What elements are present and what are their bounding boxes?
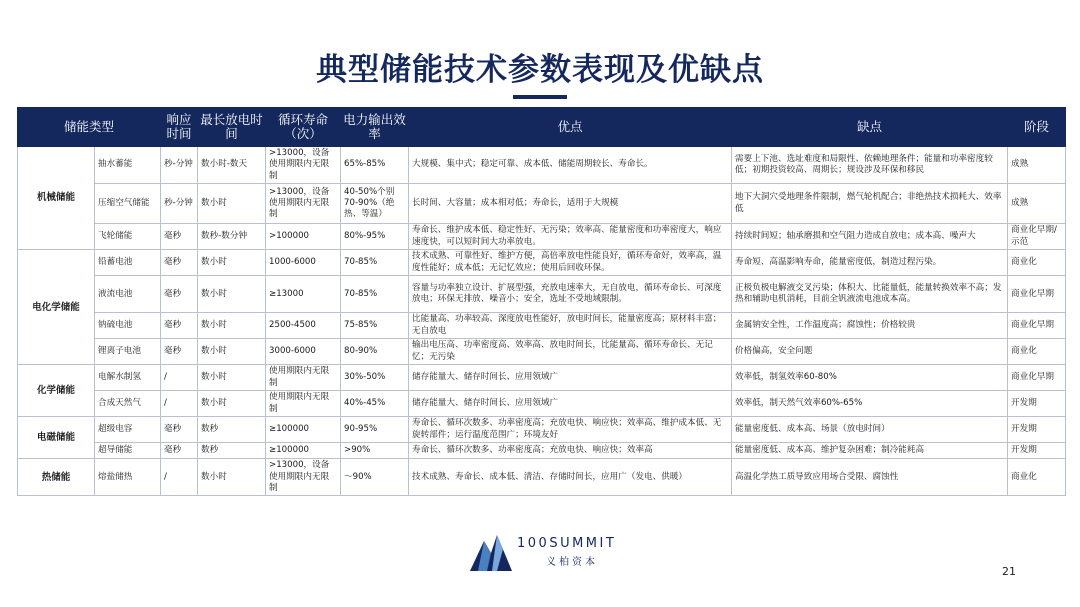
cons-cell: 需要上下池、选址难度和局限性、依赖地理条件；能量和功率密度较低；初期投资较高、周期长；规设涉及环保和移民 <box>732 147 1008 184</box>
cycle-cell: ≥100000 <box>266 443 341 459</box>
response-cell: 毫秒 <box>161 313 198 339</box>
cycle-cell: 1000-6000 <box>266 250 341 276</box>
header-efficiency: 电力输出效率 <box>341 108 409 147</box>
stage-cell: 成熟 <box>1008 147 1066 184</box>
type-cell: 钠硫电池 <box>95 313 161 339</box>
pros-cell: 长时间、大容量；成本相对低；寿命长，适用于大规模 <box>409 184 732 224</box>
stage-cell: 开发期 <box>1008 391 1066 417</box>
discharge-cell: 数秒 <box>198 443 266 459</box>
header-stage: 阶段 <box>1008 108 1066 147</box>
table-row <box>18 224 1066 250</box>
table-row <box>18 339 1066 365</box>
efficiency-cell: 90-95% <box>341 417 409 443</box>
cycle-cell: >13000，设备使用期限内无限制 <box>266 147 341 184</box>
response-cell: 毫秒 <box>161 443 198 459</box>
stage-cell: 商业化 <box>1008 250 1066 276</box>
type-cell: 合成天然气 <box>95 391 161 417</box>
cons-cell: 价格偏高，安全问题 <box>732 339 1008 365</box>
cons-cell: 持续时间短；轴承磨损和空气阻力造成自放电；成本高、噪声大 <box>732 224 1008 250</box>
stage-cell: 开发期 <box>1008 417 1066 443</box>
mountain-logo-icon <box>470 531 512 571</box>
pros-cell: 技术成熟、寿命长、成本低、清洁、存储时间长，应用广（发电、供暖） <box>409 459 732 496</box>
table-row <box>18 250 1066 276</box>
efficiency-cell: 80%-95% <box>341 224 409 250</box>
pros-cell: 储存能量大、储存时间长、应用领域广 <box>409 391 732 417</box>
cons-cell: 效率低，制天然气效率60%-65% <box>732 391 1008 417</box>
header-cycle: 循环寿命（次） <box>266 108 341 147</box>
stage-cell: 商业化早期 <box>1008 313 1066 339</box>
type-cell: 飞轮储能 <box>95 224 161 250</box>
discharge-cell: 数小时 <box>198 365 266 391</box>
category-cell: 电化学储能 <box>18 250 95 365</box>
type-cell: 液流电池 <box>95 276 161 313</box>
pros-cell: 储存能量大、储存时间长、应用领域广 <box>409 365 732 391</box>
pros-cell: 大规模、集中式；稳定可靠、成本低、储能周期较长、寿命长。 <box>409 147 732 184</box>
cycle-cell: 使用期限内无限制 <box>266 391 341 417</box>
cycle-cell: 使用期限内无限制 <box>266 365 341 391</box>
type-cell: 铅蓄电池 <box>95 250 161 276</box>
cons-cell: 效率低，制氢效率60-80% <box>732 365 1008 391</box>
pros-cell: 输出电压高、功率密度高、效率高、放电时间长，比能量高、循环寿命长、无记忆；无污染 <box>409 339 732 365</box>
type-cell: 抽水蓄能 <box>95 147 161 184</box>
table-row <box>18 147 1066 184</box>
discharge-cell: 数小时 <box>198 313 266 339</box>
efficiency-cell: 30%-50% <box>341 365 409 391</box>
response-cell: 毫秒 <box>161 417 198 443</box>
cycle-cell: >100000 <box>266 224 341 250</box>
response-cell: 毫秒 <box>161 276 198 313</box>
type-cell: 熔盐储热 <box>95 459 161 496</box>
category-cell: 机械储能 <box>18 147 95 250</box>
pros-cell: 寿命长、循环次数多、功率密度高；充放电快、响应快；效率高、维护成本低、无旋转部件；运行温度范围广；环境友好 <box>409 417 732 443</box>
page-title: 典型储能技术参数表现及优缺点 <box>316 52 764 88</box>
cycle-cell: 2500-4500 <box>266 313 341 339</box>
stage-cell: 商业化 <box>1008 339 1066 365</box>
cons-cell: 高温化学热工质导致应用场合受限、腐蚀性 <box>732 459 1008 496</box>
discharge-cell: 数小时 <box>198 276 266 313</box>
table-row <box>18 313 1066 339</box>
category-cell: 电磁储能 <box>18 417 95 459</box>
cycle-cell: 3000-6000 <box>266 339 341 365</box>
table-row <box>18 417 1066 443</box>
header-discharge: 最长放电时间 <box>198 108 266 147</box>
cycle-cell: >13000，设备使用期限内无限制 <box>266 459 341 496</box>
header-pros: 优点 <box>409 108 732 147</box>
response-cell: 秒-分钟 <box>161 147 198 184</box>
efficiency-cell: >90% <box>341 443 409 459</box>
logo-name: 100SUMMIT <box>517 536 617 551</box>
stage-cell: 商业化早期/示范 <box>1008 224 1066 250</box>
stage-cell: 商业化早期 <box>1008 276 1066 313</box>
type-cell: 电解水制氢 <box>95 365 161 391</box>
stage-cell: 成熟 <box>1008 184 1066 224</box>
discharge-cell: 数秒-数分钟 <box>198 224 266 250</box>
cons-cell: 能量密度低、成本高、场景（放电时间） <box>732 417 1008 443</box>
discharge-cell: 数小时 <box>198 250 266 276</box>
title-underline <box>513 95 567 99</box>
pros-cell: 技术成熟、可靠性好、维护方便，高倍率放电性能良好，循环寿命好，效率高，温度性能好；成本低；无记忆效应；使用后回收环保。 <box>409 250 732 276</box>
cons-cell: 地下大洞穴受地理条件限制，燃气轮机配合；非绝热技术损耗大、效率低 <box>732 184 1008 224</box>
discharge-cell: 数小时-数天 <box>198 147 266 184</box>
header-type: 储能类型 <box>18 108 161 147</box>
response-cell: / <box>161 459 198 496</box>
efficiency-cell: 70-85% <box>341 276 409 313</box>
table-row <box>18 365 1066 391</box>
stage-cell: 商业化早期 <box>1008 365 1066 391</box>
stage-cell: 商业化 <box>1008 459 1066 496</box>
discharge-cell: 数小时 <box>198 184 266 224</box>
cons-cell: 正极负极电解液交叉污染；体积大、比能量低，能量转换效率不高；发热和辅助电机消耗，目前全钒液流电池成本高。 <box>732 276 1008 313</box>
cycle-cell: ≥100000 <box>266 417 341 443</box>
type-cell: 锂离子电池 <box>95 339 161 365</box>
efficiency-cell: ～90% <box>341 459 409 496</box>
cons-cell: 金属钠安全性，工作温度高；腐蚀性；价格较贵 <box>732 313 1008 339</box>
efficiency-cell: 75-85% <box>341 313 409 339</box>
table-row <box>18 391 1066 417</box>
category-cell: 热储能 <box>18 459 95 496</box>
pros-cell: 容量与功率独立设计、扩展型强，充放电速率大，无自放电，循环寿命长、可深度放电；环保无排放、噪音小；安全，选址不受地域限制。 <box>409 276 732 313</box>
response-cell: 毫秒 <box>161 224 198 250</box>
header-cons: 缺点 <box>732 108 1008 147</box>
table-row <box>18 459 1066 496</box>
cons-cell: 寿命短、高温影响寿命，能量密度低，制造过程污染。 <box>732 250 1008 276</box>
pros-cell: 寿命长、维护成本低、稳定性好、无污染；效率高、能量密度和功率密度大，响应速度快，可以短时间大功率放电。 <box>409 224 732 250</box>
discharge-cell: 数秒 <box>198 417 266 443</box>
table-row <box>18 443 1066 459</box>
type-cell: 压缩空气储能 <box>95 184 161 224</box>
efficiency-cell: 80-90% <box>341 339 409 365</box>
category-cell: 化学储能 <box>18 365 95 417</box>
efficiency-cell: 65%-85% <box>341 147 409 184</box>
table-row <box>18 184 1066 224</box>
type-cell: 超导储能 <box>95 443 161 459</box>
cons-cell: 能量密度低、成本高、维护复杂困难；制冷能耗高 <box>732 443 1008 459</box>
type-cell: 超级电容 <box>95 417 161 443</box>
pros-cell: 寿命长、循环次数多、功率密度高；充放电快、响应快；效率高 <box>409 443 732 459</box>
header-response: 响应时间 <box>161 108 198 147</box>
discharge-cell: 数小时 <box>198 391 266 417</box>
discharge-cell: 数小时 <box>198 339 266 365</box>
efficiency-cell: 70-85% <box>341 250 409 276</box>
efficiency-cell: 40%-45% <box>341 391 409 417</box>
response-cell: / <box>161 365 198 391</box>
efficiency-cell: 40-50%个别70-90%（绝热、等温） <box>341 184 409 224</box>
cycle-cell: >13000，设备使用期限内无限制 <box>266 184 341 224</box>
response-cell: 秒-分钟 <box>161 184 198 224</box>
page-number: 21 <box>1002 565 1016 578</box>
response-cell: 毫秒 <box>161 250 198 276</box>
response-cell: / <box>161 391 198 417</box>
response-cell: 毫秒 <box>161 339 198 365</box>
stage-cell: 开发期 <box>1008 443 1066 459</box>
table-header-row <box>18 108 1066 147</box>
cycle-cell: ≥13000 <box>266 276 341 313</box>
table-row <box>18 276 1066 313</box>
pros-cell: 比能量高、功率较高、深度放电性能好，放电时间长，能量密度高；原材料丰富；无自放电 <box>409 313 732 339</box>
discharge-cell: 数小时 <box>198 459 266 496</box>
storage-comparison-table <box>17 107 1066 496</box>
logo-subtitle: 义柏资本 <box>546 557 598 568</box>
